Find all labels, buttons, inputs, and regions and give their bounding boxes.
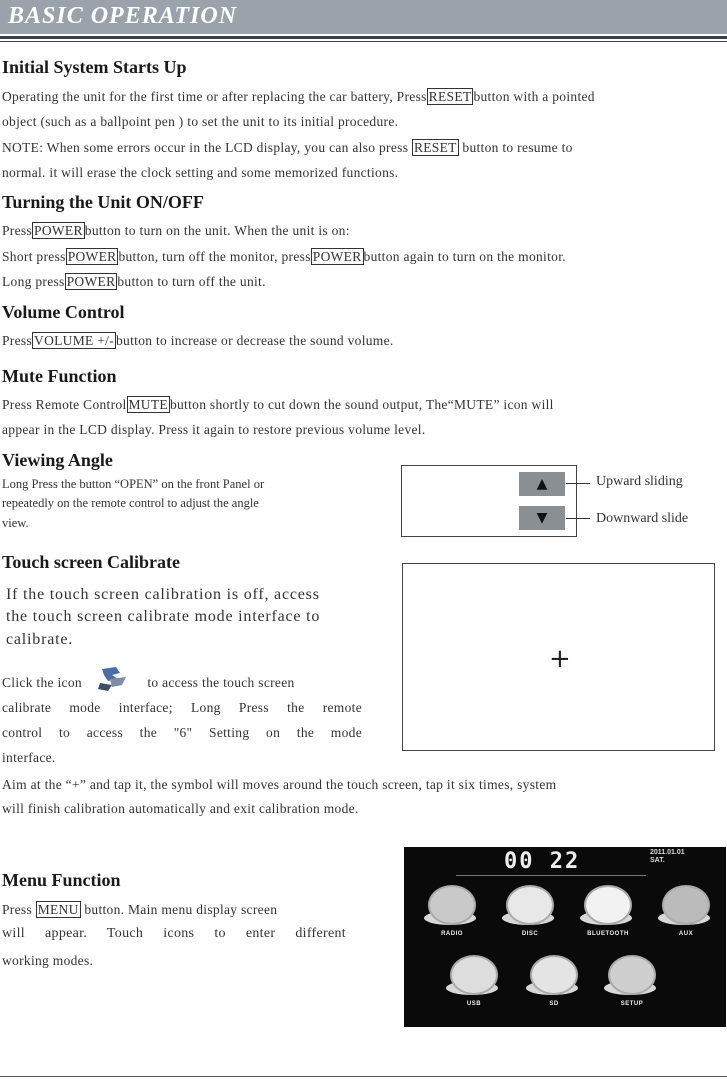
initial-line-3 (2, 140, 573, 156)
heading-angle: Viewing Angle (2, 450, 113, 470)
menu-tile-usb[interactable] (446, 951, 502, 1015)
angle-line-1: Long Press the button “OPEN” on the front Panel or (2, 477, 265, 491)
touch-click-line (2, 675, 362, 691)
calibration-crosshair: + (549, 644, 571, 674)
menu-line-1 (2, 902, 277, 918)
touch-intro-1: If the touch screen calibration is off, access (6, 586, 320, 603)
heading-touch: Touch screen Calibrate (2, 552, 180, 572)
mute-key: MUTE (128, 397, 168, 412)
power-text: button again to turn on the monitor. (363, 249, 566, 264)
angle-line-3: view. (2, 516, 29, 530)
initial-text: button with a pointed (473, 89, 595, 104)
power-text: Long press (2, 274, 65, 289)
power-text: button to turn off the unit. (117, 274, 266, 289)
menu-tile-setup[interactable] (604, 951, 660, 1015)
leader-line-up (566, 483, 590, 484)
arrow-up-icon: ▲ (536, 476, 548, 492)
upward-slide-button (519, 472, 565, 496)
day-text: SAT. (650, 857, 665, 864)
tile-label: SD (549, 1001, 559, 1007)
heading-mute: Mute Function (2, 366, 117, 386)
mute-text: Press Remote Control (2, 397, 127, 412)
downward-slide-button (519, 506, 565, 530)
header-rule-thin (0, 41, 727, 42)
calibration-screen-illustration (402, 563, 715, 751)
power-line-3 (2, 274, 266, 290)
volume-key: VOLUME +/- (34, 333, 114, 348)
note-text: button to resume to (462, 140, 573, 155)
power-line-2 (2, 249, 566, 265)
date-display (650, 849, 685, 865)
tile-label: BLUETOOTH (587, 931, 629, 937)
volume-text: Press (2, 333, 33, 348)
heading-initial: Initial System Starts Up (2, 57, 187, 77)
angle-line-2: repeatedly on the remote control to adjust the angle (2, 496, 259, 510)
heading-power: Turning the Unit ON/OFF (2, 192, 204, 212)
downward-label: Downward slide (596, 511, 689, 526)
tile-label: USB (466, 1001, 482, 1007)
menu-tile-aux[interactable] (658, 881, 714, 945)
initial-line-1 (2, 89, 595, 105)
touch-intro-3: calibrate. (6, 631, 74, 648)
aux-icon (662, 885, 710, 925)
footer-rule (0, 1076, 727, 1077)
initial-line-2: object (such as a ballpoint pen ) to set the unit to its initial procedure. (2, 114, 399, 129)
usb-icon (450, 955, 498, 995)
power-text: button to turn on the unit. When the unit is on: (84, 223, 350, 238)
power-text: Press (2, 223, 33, 238)
touch-aim-line-1: Aim at the “+” and tap it, the symbol will moves around the touch screen, tap it six times, system (2, 777, 557, 792)
header-rule (0, 36, 727, 39)
initial-text: Operating the unit for the first time or after replacing the car battery, Press (2, 89, 427, 104)
reset-key: RESET (413, 140, 457, 155)
menu-text: button. Main menu display screen (84, 902, 278, 917)
mute-line-2: appear in the LCD display. Press it again to restore previous volume level. (2, 422, 426, 437)
power-key: POWER (312, 249, 362, 264)
note-text: NOTE: When some errors occur in the LCD display, you can also press (2, 140, 409, 155)
clock-underline (456, 875, 646, 876)
leader-line-down (566, 518, 590, 519)
mute-text: button shortly to cut down the sound output, The“MUTE” icon will (169, 397, 554, 412)
power-key: POWER (66, 274, 116, 289)
touch-text: Click the icon (2, 675, 82, 690)
touch-intro-2: the touch screen calibrate mode interface to (6, 608, 321, 625)
tile-label: AUX (678, 931, 694, 937)
menu-tile-radio[interactable] (424, 881, 480, 945)
mute-line-1 (2, 397, 554, 413)
menu-tile-sd[interactable] (526, 951, 582, 1015)
menu-key: MENU (37, 902, 79, 917)
menu-tile-bluetooth[interactable] (580, 881, 636, 945)
header-banner (0, 0, 727, 34)
reset-key: RESET (428, 89, 472, 104)
tile-label: DISC (521, 931, 539, 937)
clock-display: 00 22 (504, 849, 581, 874)
power-line-1 (2, 223, 350, 239)
radio-icon (428, 885, 476, 925)
setup-icon (608, 955, 656, 995)
power-text: Short press (2, 249, 66, 264)
main-menu-screenshot (404, 847, 726, 1027)
heading-menu: Menu Function (2, 870, 121, 890)
volume-line-1 (2, 333, 394, 349)
upward-label: Upward sliding (596, 474, 683, 489)
touch-aim-line-2: will finish calibration automatically and exit calibration mode. (2, 801, 359, 816)
touch-click-line-2: calibrate mode interface; Long Press the remote (2, 700, 362, 715)
power-text: button, turn off the monitor, press (118, 249, 311, 264)
power-key: POWER (34, 223, 83, 238)
heading-volume: Volume Control (2, 302, 125, 322)
initial-line-4: normal. it will erase the clock setting and some memorized functions. (2, 165, 399, 180)
touch-click-line-4: interface. (2, 750, 56, 765)
menu-tile-disc[interactable] (502, 881, 558, 945)
tile-label: RADIO (441, 931, 463, 937)
bluetooth-icon (584, 885, 632, 925)
disc-icon (506, 885, 554, 925)
date-text: 2011.01.01 (650, 849, 685, 856)
page-title: BASIC OPERATION (8, 3, 238, 29)
tile-label: SETUP (620, 1001, 644, 1007)
menu-line-3: working modes. (2, 953, 94, 968)
calibrate-icon (86, 677, 144, 691)
menu-text: Press (2, 902, 33, 917)
arrow-down-icon: ▼ (536, 510, 548, 526)
sd-icon (530, 955, 578, 995)
volume-text: button to increase or decrease the sound volume. (116, 333, 394, 348)
touch-click-line-3: control to access the "6" Setting on the mode (2, 725, 362, 740)
touch-text: to access the touch screen (147, 675, 295, 690)
power-key: POWER (67, 249, 117, 264)
menu-line-2: will appear. Touch icons to enter different (2, 926, 346, 941)
